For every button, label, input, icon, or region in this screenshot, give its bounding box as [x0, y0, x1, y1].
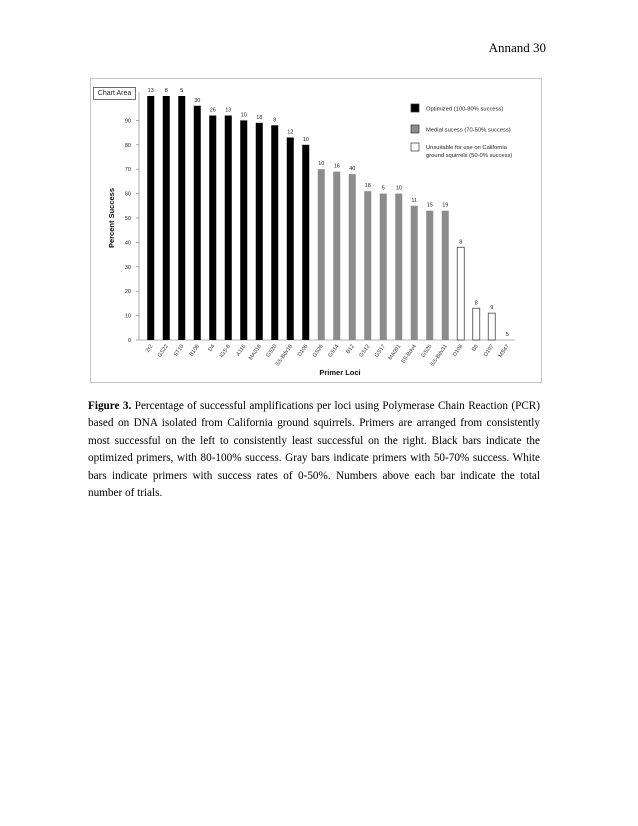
bar — [178, 96, 185, 340]
legend-swatch — [411, 125, 419, 133]
y-tick-label: 70 — [124, 167, 131, 174]
y-tick-label: 80 — [124, 142, 131, 149]
x-axis-label: Primer Loci — [319, 368, 361, 377]
bar — [411, 206, 418, 340]
bar — [395, 194, 402, 340]
legend-label: Unsuitable for use on California — [426, 145, 507, 151]
bar — [194, 106, 201, 340]
bar — [457, 247, 464, 340]
bar — [349, 174, 356, 340]
x-tick-label: MA091 — [387, 343, 403, 362]
bar-trials-label: 19 — [442, 202, 449, 209]
x-tick-label: A116 — [235, 343, 248, 358]
x-tick-label: GS25 — [420, 343, 434, 359]
x-tick-label: MS47 — [497, 343, 511, 359]
x-tick-label: MA018 — [247, 343, 263, 362]
bar-trials-label: 30 — [194, 97, 201, 104]
bar-trials-label: 5 — [180, 88, 184, 94]
legend-label: Optimized (100-80% success) — [426, 106, 504, 113]
bar-trials-label: 5 — [381, 185, 385, 192]
bar — [287, 137, 294, 340]
bar — [302, 145, 309, 340]
x-tick-label: 2r2 — [144, 343, 155, 354]
bar — [209, 116, 216, 340]
x-tick-label: D4 — [207, 343, 217, 353]
caption-text: Percentage of successful amplifications per loci using Polymerase Chain Reaction (PCR) based on DNA isolated from California ground squirrels. Primers are arranged from consistently most successful on the left to consistently least successful on the right. Black bars indicate the optimized primers, with 80-100% success. Gray bars indicate primers with 50-70% success. White bars indicate primers with success rates of 0-50%. Numbers above each bar indicate the total number of trials. — [88, 400, 540, 500]
bar-trials-label: 26 — [209, 107, 216, 114]
legend-label: Medial sucess (70-50% success) — [426, 127, 511, 134]
x-tick-label: ST10 — [172, 343, 186, 358]
bar — [240, 120, 247, 340]
x-tick-label: GS20 — [265, 343, 279, 359]
running-head: Annand 30 — [488, 40, 546, 55]
bar-trials-label: 13 — [147, 88, 154, 94]
bar-trials-label: 11 — [411, 197, 418, 204]
bar — [271, 125, 278, 340]
bar — [473, 308, 480, 340]
bar — [426, 211, 433, 340]
bar-trials-label: 18 — [256, 114, 263, 121]
bar — [163, 96, 170, 340]
x-tick-label: D108 — [451, 343, 465, 358]
figure-label: Figure 3. — [88, 400, 132, 412]
y-tick-label: 40 — [124, 240, 131, 247]
bar-trials-label: 5 — [505, 332, 509, 338]
legend-swatch — [411, 143, 419, 151]
bar-trials-label: 10 — [318, 161, 325, 168]
bar-trials-label: 8 — [474, 300, 478, 307]
bar — [256, 123, 263, 340]
bar — [225, 116, 232, 340]
x-tick-label: B12 — [345, 343, 356, 356]
bar — [488, 313, 495, 340]
bar-trials-label: 10 — [240, 112, 247, 119]
x-tick-label: SS-Bdv31 — [429, 343, 449, 368]
bar — [380, 194, 387, 340]
x-tick-label: GS22 — [156, 343, 170, 359]
bar-trials-label: 8 — [273, 117, 277, 124]
y-tick-label: 20 — [124, 289, 131, 296]
y-tick-label: 90 — [124, 118, 131, 125]
y-axis-label: Percent Success — [107, 187, 116, 249]
x-tick-label: SS-Bdv18 — [274, 343, 294, 368]
x-tick-label: D106 — [296, 343, 310, 358]
x-tick-label: GS17 — [373, 343, 387, 359]
x-tick-label: GS26 — [311, 343, 325, 359]
x-tick-label: D107 — [482, 343, 496, 358]
y-tick-label: 50 — [124, 216, 131, 222]
bar-trials-label: 10 — [302, 136, 309, 143]
x-tick-label: B108 — [188, 343, 201, 358]
y-tick-label: 10 — [124, 313, 131, 320]
x-tick-label: IGS-6 — [218, 343, 232, 359]
x-tick-label: B6 — [471, 343, 480, 353]
bar-trials-label: 10 — [395, 185, 402, 192]
legend-swatch — [411, 104, 419, 112]
x-tick-label: SS-Bdv4 — [400, 343, 418, 365]
bar-trials-label: 15 — [426, 202, 433, 209]
bar — [147, 96, 154, 340]
bar-trials-label: 18 — [364, 183, 371, 190]
bar-trials-label: 8 — [164, 88, 168, 94]
y-tick-label: 0 — [127, 338, 131, 344]
bar — [364, 191, 371, 340]
bar-trials-label: 9 — [490, 305, 494, 312]
bar-trials-label: 16 — [333, 163, 340, 170]
bar-trials-label: 12 — [287, 129, 294, 136]
y-tick-label: 30 — [124, 264, 131, 271]
bar — [442, 211, 449, 340]
legend-label: ground squirrels (50-0% success) — [426, 153, 513, 159]
chart-area-tag: Chart Area — [93, 87, 136, 100]
x-tick-label: GS14 — [327, 343, 341, 359]
figure-caption — [88, 398, 540, 502]
bar — [318, 169, 325, 340]
bar-trials-label: 40 — [349, 166, 356, 173]
bar-trials-label: 13 — [225, 107, 232, 114]
bar-trials-label: 8 — [459, 239, 463, 246]
x-tick-label: GS12 — [358, 343, 372, 359]
bar — [333, 172, 340, 340]
y-tick-label: 60 — [124, 191, 131, 198]
